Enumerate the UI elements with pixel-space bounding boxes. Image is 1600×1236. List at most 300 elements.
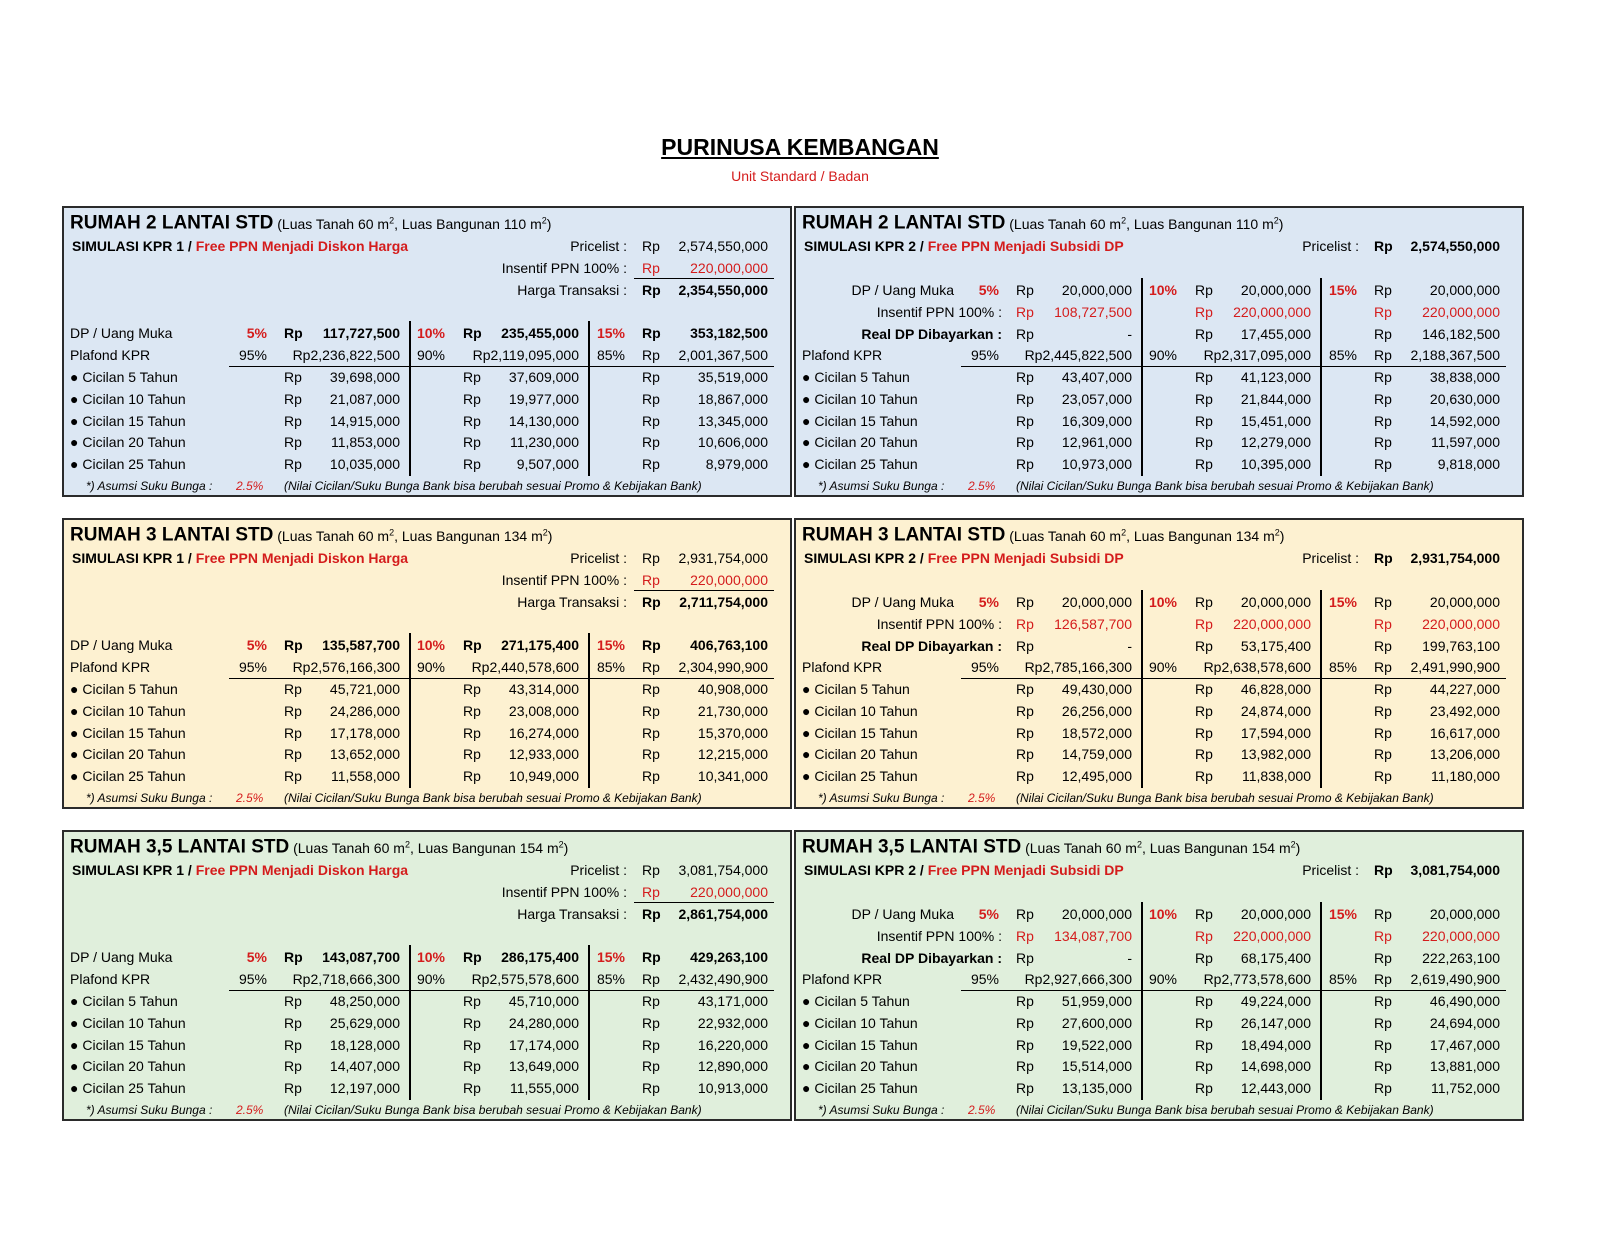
simulation-label: SIMULASI KPR 2 / (804, 550, 928, 566)
insentif-label: Insentif PPN 100% : (876, 304, 1002, 320)
cicilan-rp: Rp (1016, 681, 1034, 697)
pricelist-rp: Rp (1374, 862, 1393, 878)
pricelist-rp: Rp (642, 238, 660, 254)
cicilan-rp: Rp (1016, 412, 1034, 429)
dp-rp: Rp (642, 949, 661, 965)
plafond-rp: Rp (1374, 659, 1392, 675)
land-area-text: (Luas Tanah 60 m (277, 527, 390, 544)
promo-label: Free PPN Menjadi Diskon Harga (195, 550, 409, 566)
real-dp-label: Real DP Dibayarkan : (861, 326, 1002, 342)
harga-transaksi-value: 2,861,754,000 (678, 906, 768, 922)
cicilan-rp: Rp (1016, 1058, 1034, 1075)
cicilan-label: ● Cicilan 10 Tahun (70, 390, 186, 407)
asumsi-label: *) Asumsi Suku Bunga : (818, 1103, 945, 1117)
insentif-value: 220,000,000 (690, 884, 768, 900)
cicilan-value: 21,730,000 (697, 702, 768, 719)
land-area-text: (Luas Tanah 60 m (293, 839, 405, 856)
cicilan-label: ● Cicilan 10 Tahun (802, 702, 918, 719)
pricelist-rp: Rp (1374, 238, 1393, 254)
plafond-rp: Rp (642, 347, 660, 363)
pricelist-label: Pricelist : (1302, 550, 1359, 566)
cicilan-label: ● Cicilan 5 Tahun (802, 681, 910, 697)
plafond-value: Rp2,785,166,300 (1024, 659, 1132, 675)
cicilan-value: 40,908,000 (697, 681, 768, 697)
cicilan-label: ● Cicilan 10 Tahun (70, 702, 186, 719)
real-dp-value: 68,175,400 (1240, 950, 1311, 966)
squared-sup: 2 (558, 839, 564, 849)
house-type-name: RUMAH 3 LANTAI STD (802, 524, 1006, 546)
dp-label: DP / Uang Muka (851, 282, 954, 298)
insentif-rp: Rp (1374, 304, 1392, 320)
dp-percent: 10% (416, 637, 445, 653)
dp-value: 406,763,100 (690, 637, 768, 653)
simulation-heading (72, 548, 408, 568)
cicilan-value: 13,345,000 (697, 412, 768, 429)
land-area-text: (Luas Tanah 60 m (277, 215, 390, 232)
pricelist-label: Pricelist : (1302, 862, 1359, 878)
dp-rp: Rp (1374, 594, 1392, 610)
cicilan-rp: Rp (642, 390, 660, 407)
unit-m: m (543, 839, 559, 856)
cicilan-rp: Rp (1374, 412, 1392, 429)
squared-sup: 2 (1273, 215, 1279, 225)
dp-rp: Rp (1195, 906, 1213, 922)
cicilan-value: 43,171,000 (697, 993, 768, 1009)
bank-note: (Nilai Cicilan/Suku Bunga Bank bisa berubah sesuai Promo & Kebijakan Bank) (284, 479, 702, 493)
column-divider (409, 321, 411, 476)
squared-sup: 2 (1121, 527, 1127, 537)
pricelist-rp: Rp (642, 550, 660, 566)
column-divider (588, 633, 590, 788)
cicilan-rp: Rp (1016, 702, 1034, 719)
plafond-value: 2,619,490,900 (1410, 971, 1500, 987)
dp-value: 429,263,100 (690, 949, 768, 965)
cicilan-rp: Rp (463, 1080, 481, 1097)
cicilan-value: 13,206,000 (1429, 746, 1500, 763)
cicilan-rp: Rp (1374, 369, 1392, 385)
dp-value: 20,000,000 (1061, 594, 1132, 610)
plafond-percent: 90% (416, 659, 445, 675)
dp-value: 20,000,000 (1429, 594, 1500, 610)
cicilan-value: 38,838,000 (1429, 369, 1500, 385)
cicilan-rp: Rp (463, 434, 481, 451)
plafond-label: Plafond KPR (802, 347, 883, 363)
column-divider (1141, 278, 1143, 476)
plafond-percent: 90% (416, 971, 445, 987)
cicilan-label: ● Cicilan 20 Tahun (70, 434, 186, 451)
harga-transaksi-rp: Rp (642, 594, 661, 610)
cicilan-rp: Rp (1195, 1014, 1213, 1031)
cicilan-rp: Rp (1195, 702, 1213, 719)
column-divider (1141, 590, 1143, 788)
page-subtitle: Unit Standard / Badan (731, 168, 869, 184)
dp-percent: 10% (416, 325, 445, 341)
cicilan-label: ● Cicilan 5 Tahun (70, 369, 178, 385)
dp-rp: Rp (1374, 282, 1392, 298)
squared-sup: 2 (389, 527, 395, 537)
cicilan-value: 14,592,000 (1429, 412, 1500, 429)
cicilan-value: 11,853,000 (330, 434, 400, 451)
cicilan-rp: Rp (642, 412, 660, 429)
cicilan-rp: Rp (642, 1058, 660, 1075)
cicilan-rp: Rp (284, 993, 302, 1009)
insentif-value: 134,087,700 (1054, 928, 1132, 944)
building-area-label: , Luas Bangunan (409, 839, 520, 856)
cicilan-label: ● Cicilan 10 Tahun (802, 1014, 918, 1031)
cicilan-value: 9,818,000 (1437, 456, 1500, 473)
cicilan-rp: Rp (1016, 456, 1034, 473)
cicilan-label: ● Cicilan 25 Tahun (70, 768, 186, 785)
dp-value: 286,175,400 (501, 949, 579, 965)
bank-note: (Nilai Cicilan/Suku Bunga Bank bisa berubah sesuai Promo & Kebijakan Bank) (1016, 791, 1434, 805)
real-dp-rp: Rp (1016, 326, 1034, 342)
squared-sup: 2 (1290, 839, 1296, 849)
dp-value: 20,000,000 (1240, 594, 1311, 610)
unit-m: m (526, 215, 542, 232)
area-spec (1005, 216, 1283, 232)
cicilan-value: 12,933,000 (508, 746, 579, 763)
cicilan-rp: Rp (642, 369, 660, 385)
pricelist-value: 2,574,550,000 (1410, 238, 1500, 254)
cicilan-value: 12,443,000 (1240, 1080, 1311, 1097)
cicilan-rp: Rp (284, 369, 302, 385)
cicilan-rp: Rp (642, 434, 660, 451)
cicilan-rp: Rp (284, 1036, 302, 1053)
house-type-name: RUMAH 3,5 LANTAI STD (802, 836, 1022, 858)
plafond-percent: 95% (970, 659, 999, 675)
harga-transaksi-rp: Rp (642, 906, 661, 922)
real-dp-rp: Rp (1016, 950, 1034, 966)
squared-sup: 2 (541, 215, 547, 225)
plafond-percent: 85% (596, 971, 625, 987)
dp-percent: 10% (1148, 594, 1177, 610)
cicilan-value: 14,698,000 (1240, 1058, 1311, 1075)
plafond-rp: Rp (1374, 971, 1392, 987)
panel-title (802, 210, 1283, 234)
real-dp-value: 17,455,000 (1240, 326, 1311, 342)
real-dp-rp: Rp (1374, 326, 1392, 342)
cicilan-rp: Rp (463, 369, 481, 385)
cicilan-rp: Rp (1016, 1014, 1034, 1031)
cicilan-label: ● Cicilan 15 Tahun (802, 1036, 918, 1053)
cicilan-rp: Rp (1374, 456, 1392, 473)
plafond-value: Rp2,317,095,000 (1203, 347, 1311, 363)
real-dp-value: 222,263,100 (1422, 950, 1500, 966)
plafond-percent: 95% (238, 971, 267, 987)
cicilan-value: 13,649,000 (508, 1058, 579, 1075)
dp-rp: Rp (642, 637, 661, 653)
column-divider (409, 945, 411, 1100)
real-dp-rp: Rp (1195, 950, 1213, 966)
plafond-value: 2,432,490,900 (678, 971, 768, 987)
cicilan-rp: Rp (463, 746, 481, 763)
close-paren: ) (1279, 527, 1285, 544)
dp-label: DP / Uang Muka (851, 906, 954, 922)
insentif-rp: Rp (1016, 304, 1034, 320)
cicilan-rp: Rp (284, 390, 302, 407)
pricelist-value: 2,931,754,000 (1410, 550, 1500, 566)
dp-rp: Rp (284, 949, 303, 965)
plafond-value: Rp2,575,578,600 (471, 971, 579, 987)
cicilan-value: 49,430,000 (1061, 681, 1132, 697)
column-divider (409, 633, 411, 788)
cicilan-value: 13,135,000 (1061, 1080, 1132, 1097)
insentif-underline (634, 902, 774, 903)
cicilan-value: 11,838,000 (1241, 768, 1311, 785)
area-spec (273, 528, 552, 544)
dp-value: 135,587,700 (322, 637, 400, 653)
cicilan-label: ● Cicilan 25 Tahun (70, 1080, 186, 1097)
cicilan-value: 14,407,000 (329, 1058, 400, 1075)
cicilan-value: 15,370,000 (697, 724, 768, 741)
land-area-text: (Luas Tanah 60 m (1009, 215, 1122, 232)
plafond-percent: 95% (970, 971, 999, 987)
cicilan-rp: Rp (1016, 434, 1034, 451)
simulation-label: SIMULASI KPR 2 / (804, 862, 928, 878)
house-type-name: RUMAH 3 LANTAI STD (70, 524, 274, 546)
cicilan-rp: Rp (1195, 681, 1213, 697)
insentif-rp: Rp (1016, 616, 1034, 632)
insentif-value: 220,000,000 (1422, 304, 1500, 320)
cicilan-rp: Rp (1016, 746, 1034, 763)
cicilan-value: 24,874,000 (1240, 702, 1311, 719)
insentif-rp: Rp (1016, 928, 1034, 944)
cicilan-label: ● Cicilan 5 Tahun (70, 993, 178, 1009)
insentif-label: Insentif PPN 100% : (876, 928, 1002, 944)
squared-sup: 2 (389, 215, 395, 225)
insentif-rp: Rp (1195, 928, 1213, 944)
cicilan-rp: Rp (1016, 1080, 1034, 1097)
insentif-value: 220,000,000 (1422, 616, 1500, 632)
dp-value: 20,000,000 (1240, 282, 1311, 298)
cicilan-value: 43,407,000 (1061, 369, 1132, 385)
cicilan-rp: Rp (1374, 434, 1392, 451)
cicilan-value: 22,932,000 (697, 1014, 768, 1031)
cicilan-label: ● Cicilan 25 Tahun (802, 768, 918, 785)
cicilan-value: 10,395,000 (1240, 456, 1311, 473)
dp-rp: Rp (642, 325, 661, 341)
cicilan-value: 12,279,000 (1240, 434, 1311, 451)
building-area-value: 110 (1235, 215, 1259, 232)
promo-label: Free PPN Menjadi Subsidi DP (927, 862, 1124, 878)
dp-value: 20,000,000 (1061, 282, 1132, 298)
cicilan-value: 13,881,000 (1429, 1058, 1500, 1075)
cicilan-rp: Rp (642, 1080, 660, 1097)
plafond-value: 2,001,367,500 (678, 347, 768, 363)
plafond-percent: 85% (1328, 347, 1357, 363)
dp-rp: Rp (1195, 594, 1213, 610)
dp-value: 353,182,500 (690, 325, 768, 341)
harga-transaksi-label: Harga Transaksi : (517, 594, 627, 610)
building-area-value: 134 (503, 527, 528, 544)
cicilan-value: 13,652,000 (329, 746, 400, 763)
harga-transaksi-value: 2,354,550,000 (678, 282, 768, 298)
cicilan-rp: Rp (1016, 724, 1034, 741)
kpr-panel-4 (794, 518, 1524, 809)
squared-sup: 2 (404, 839, 410, 849)
insentif-value: 108,727,500 (1054, 304, 1132, 320)
cicilan-value: 9,507,000 (516, 456, 579, 473)
plafond-rp: Rp (1374, 347, 1392, 363)
cicilan-value: 11,230,000 (509, 434, 579, 451)
cicilan-value: 25,629,000 (329, 1014, 400, 1031)
plafond-percent: 90% (1148, 971, 1177, 987)
insentif-value: 220,000,000 (1233, 616, 1311, 632)
cicilan-value: 45,721,000 (329, 681, 400, 697)
close-paren: ) (547, 527, 553, 544)
asumsi-label: *) Asumsi Suku Bunga : (818, 791, 945, 805)
dp-label: DP / Uang Muka (70, 637, 173, 653)
cicilan-value: 17,178,000 (329, 724, 400, 741)
plafond-rp: Rp (642, 971, 660, 987)
cicilan-value: 13,982,000 (1240, 746, 1311, 763)
cicilan-label: ● Cicilan 25 Tahun (802, 456, 918, 473)
pricelist-label: Pricelist : (570, 238, 627, 254)
cicilan-value: 23,057,000 (1061, 390, 1132, 407)
real-dp-value: 199,763,100 (1422, 638, 1500, 654)
cicilan-label: ● Cicilan 5 Tahun (802, 993, 910, 1009)
pricelist-value: 2,931,754,000 (678, 550, 768, 566)
cicilan-value: 16,617,000 (1429, 724, 1500, 741)
cicilan-value: 41,123,000 (1240, 369, 1311, 385)
plafond-label: Plafond KPR (70, 347, 151, 363)
plafond-value: 2,491,990,900 (1410, 659, 1500, 675)
cicilan-value: 46,490,000 (1429, 993, 1500, 1009)
cicilan-value: 17,594,000 (1240, 724, 1311, 741)
harga-transaksi-label: Harga Transaksi : (517, 282, 627, 298)
close-paren: ) (546, 215, 552, 232)
unit-m: m (527, 527, 543, 544)
cicilan-label: ● Cicilan 15 Tahun (802, 724, 918, 741)
panel-title (802, 834, 1300, 858)
cicilan-rp: Rp (642, 746, 660, 763)
cicilan-value: 43,314,000 (508, 681, 579, 697)
cicilan-rp: Rp (1374, 390, 1392, 407)
cicilan-rp: Rp (642, 768, 660, 785)
area-spec (1005, 528, 1284, 544)
insentif-value: 220,000,000 (1422, 928, 1500, 944)
building-area-label: , Luas Bangunan (1126, 215, 1236, 232)
cicilan-rp: Rp (1195, 746, 1213, 763)
insentif-underline (634, 590, 774, 591)
cicilan-rp: Rp (1195, 768, 1213, 785)
cicilan-rp: Rp (1195, 456, 1213, 473)
close-paren: ) (1278, 215, 1284, 232)
pricelist-value: 3,081,754,000 (678, 862, 768, 878)
cicilan-rp: Rp (1016, 390, 1034, 407)
bank-note: (Nilai Cicilan/Suku Bunga Bank bisa berubah sesuai Promo & Kebijakan Bank) (284, 791, 702, 805)
insentif-value: 220,000,000 (1233, 304, 1311, 320)
asumsi-rate: 2.5% (968, 1103, 996, 1117)
panel-title (70, 834, 568, 858)
dp-value: 271,175,400 (501, 637, 579, 653)
real-dp-rp: Rp (1195, 638, 1213, 654)
dp-value: 143,087,700 (322, 949, 400, 965)
plafond-value: 2,304,990,900 (678, 659, 768, 675)
simulation-label: SIMULASI KPR 1 / (72, 550, 196, 566)
cicilan-value: 8,979,000 (705, 456, 768, 473)
plafond-percent: 90% (1148, 659, 1177, 675)
harga-transaksi-value: 2,711,754,000 (679, 594, 768, 610)
cicilan-rp: Rp (284, 681, 302, 697)
cicilan-rp: Rp (1195, 993, 1213, 1009)
dp-percent: 5% (978, 282, 999, 298)
building-area-label: , Luas Bangunan (394, 215, 504, 232)
cicilan-label: ● Cicilan 5 Tahun (802, 369, 910, 385)
dp-percent: 15% (1328, 906, 1357, 922)
cicilan-value: 26,256,000 (1061, 702, 1132, 719)
plafond-rp: Rp (642, 659, 660, 675)
dp-value: 117,727,500 (322, 325, 400, 341)
real-dp-label: Real DP Dibayarkan : (861, 950, 1002, 966)
cicilan-label: ● Cicilan 15 Tahun (70, 412, 186, 429)
pricelist-rp: Rp (642, 862, 660, 878)
cicilan-value: 12,961,000 (1061, 434, 1132, 451)
cicilan-value: 11,597,000 (1430, 434, 1500, 451)
cicilan-value: 10,035,000 (329, 456, 400, 473)
plafond-percent: 90% (1148, 347, 1177, 363)
bank-note: (Nilai Cicilan/Suku Bunga Bank bisa berubah sesuai Promo & Kebijakan Bank) (1016, 1103, 1434, 1117)
cicilan-value: 14,759,000 (1061, 746, 1132, 763)
cicilan-rp: Rp (642, 702, 660, 719)
cicilan-value: 26,147,000 (1240, 1014, 1311, 1031)
cicilan-value: 24,286,000 (329, 702, 400, 719)
cicilan-rp: Rp (463, 681, 481, 697)
column-divider (1141, 902, 1143, 1100)
dp-rp: Rp (1016, 594, 1034, 610)
cicilan-label: ● Cicilan 15 Tahun (70, 1036, 186, 1053)
insentif-label: Insentif PPN 100% : (501, 572, 627, 588)
column-divider (1320, 278, 1322, 476)
plafond-label: Plafond KPR (70, 659, 151, 675)
area-spec (1021, 840, 1300, 856)
panel-title (802, 522, 1284, 546)
cicilan-rp: Rp (1195, 369, 1213, 385)
dp-percent: 5% (978, 906, 999, 922)
cicilan-value: 14,130,000 (508, 412, 579, 429)
asumsi-label: *) Asumsi Suku Bunga : (818, 479, 945, 493)
harga-transaksi-rp: Rp (642, 282, 661, 298)
dp-rp: Rp (1374, 906, 1392, 922)
cicilan-value: 35,519,000 (697, 369, 768, 385)
cicilan-rp: Rp (1374, 702, 1392, 719)
cicilan-label: ● Cicilan 15 Tahun (70, 724, 186, 741)
plafond-percent: 95% (238, 659, 267, 675)
dp-percent: 10% (1148, 282, 1177, 298)
simulation-heading (72, 236, 408, 256)
dp-percent: 15% (1328, 594, 1357, 610)
plafond-percent: 85% (1328, 659, 1357, 675)
cicilan-rp: Rp (1374, 1080, 1392, 1097)
column-divider (1320, 590, 1322, 788)
cicilan-value: 23,008,000 (508, 702, 579, 719)
cicilan-value: 11,558,000 (330, 768, 400, 785)
asumsi-label: *) Asumsi Suku Bunga : (86, 791, 213, 805)
cicilan-value: 37,609,000 (508, 369, 579, 385)
dp-rp: Rp (1195, 282, 1213, 298)
cicilan-rp: Rp (284, 456, 302, 473)
cicilan-label: ● Cicilan 10 Tahun (70, 1014, 186, 1031)
cicilan-rp: Rp (284, 724, 302, 741)
dp-rp: Rp (284, 637, 303, 653)
cicilan-value: 18,128,000 (329, 1036, 400, 1053)
cicilan-value: 10,606,000 (697, 434, 768, 451)
cicilan-rp: Rp (463, 1036, 481, 1053)
cicilan-rp: Rp (1016, 993, 1034, 1009)
cicilan-value: 11,752,000 (1430, 1080, 1500, 1097)
cicilan-value: 23,492,000 (1429, 702, 1500, 719)
dp-percent: 15% (1328, 282, 1357, 298)
